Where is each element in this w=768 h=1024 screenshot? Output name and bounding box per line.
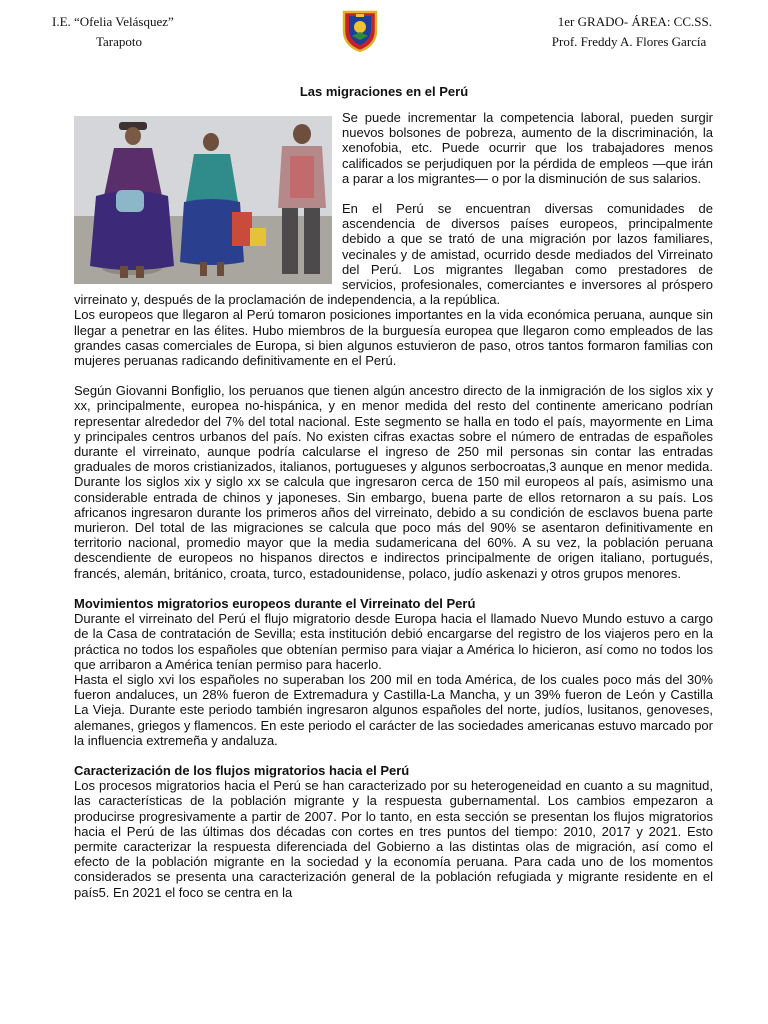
header-left [52,12,174,52]
paragraph-1: Se puede incrementar la competencia laboral, pueden surgir nuevos bolsones de pobreza, aumento de la discriminación, la xenofobia, etc. Puede ocurrir que los trabajadores menos calificados se perjudiquen por la pérdida de empleos —que irán a parar a los migrantes— o por la disminución de sus salarios. [342,110,713,186]
section-heading-2: Caracterización de los flujos migratorios hacia el Perú [74,762,410,778]
header-right [552,12,712,52]
section-heading-1: Movimientos migratorios europeos durante el Virreinato del Perú [74,595,476,611]
andean-migrants-photo [74,116,332,284]
paragraph-4: Según Giovanni Bonfiglio, los peruanos que tienen algún ancestro directo de la inmigración de los siglos xix y xx, principalmente, europea no-hispánica, y en menor medida del resto del continente americano podrían representar alrededor del 7% del total nacional. Este segmento se halla en todo el país, mayormente en Lima y principales centros urbanos del país. No existen cifras exactas sobre el número de entradas de españoles durante el virreinato, aunque podría calcularse el ingreso de 250 mil personas sin contar las entradas graduales de moros cristianizados, italianos, portugueses y algunos serbocroatas,3 aunque en menor medida. Durante los siglos xix y siglo xx se calcula que ingresaron cerca de 150 mil europeos al país, asimismo una considerable entrada de chinos y japoneses. Sin embargo, buena parte de ellos retornaron a su país. Los africanos ingresaron durante los primeros años del virreinato, debido a su condición de esclavos buena parte murieron. Del total de las migraciones se calcula que poco más del 90% se asentaron definitivamente en territorio nacional, promedio mayor que la media sudamericana del 60%. A su vez, la población peruana descendiente de europeos no hispanos directos e indirectos principalmente de origen italiano, portugués, francés, alemán, británico, croata, turco, estadounidense, polaco, judío askenazi y otros grupos menores. [74,383,713,581]
paragraph-7: Los procesos migratorios hacia el Perú se han caracterizado por su heterogeneidad en cuanto a su magnitud, las características de la población migrante y la respuesta gubernamental. Los cambios empezaron a producirse progresivamente a partir de 2007. Por lo tanto, en esta sección se presentan los flujos migratorios hacia el Perú de las últimas dos décadas con cortes en tres puntos del tiempo: 2010, 2017 y 2021. Esto permite caracterizar la respuesta diferenciada del Gobierno a las distintas olas de migración, así como el efecto de la población migrante en la sociedad y la economía peruana. Para cada uno de los momentos considerados se presenta una caracterización general de la población refugiada y migrante residente en el país5. En 2021 el foco se centra en la [74,778,713,900]
school-name: I.E. “Ofelia Velásquez” [52,14,174,29]
grade-area: 1er GRADO- ÁREA: CC.SS. [557,14,712,29]
article-body [74,110,713,900]
paragraph-5: Durante el virreinato del Perú el flujo migratorio desde Europa hacia el llamado Nuevo Mundo estuvo a cargo de la Casa de contratación de Sevilla; esta institución debió encargarse del registro de los viajeros pero en la práctica no todos los españoles que obtenían permiso para viajar a América lo hicieron, así como no todos los que arribaron a América tenían permiso para hacerlo. [74,611,713,672]
page-title: Las migraciones en el Perú [299,84,469,99]
school-city: Tarapoto [96,34,143,49]
paragraph-3: Los europeos que llegaron al Perú tomaron posiciones importantes en la vida económica peruana, aunque sin llegar a penetrar en las élites. Hubo miembros de la burguesía europea que llegaron como empleados de las grandes casas comerciales de Europa, si bien algunos estuvieron de paso, otros tantos formaron familias con mujeres peruanas radicando definitivamente en el Perú. [74,307,713,369]
teacher-name: Prof. Freddy A. Flores García [551,34,707,49]
paragraph-2: En el Perú se encuentran diversas comunidades de ascendencia de diversos países europeos, principalmente debido a que se trató de una migración por lazos familiares, vecinales y de amistad, ocurrido desde mediados del Virreinato del Perú. Los migrantes llegaban como prestadores de servicios, profesionales, comerciantes e inversores al próspero virreinato y, después de la proclamación de independencia, a la república. [74,201,713,308]
school-crest-icon [341,9,379,53]
paragraph-6: Hasta el siglo xvi los españoles no superaban los 200 mil en toda América, de los cuales poco más del 30% fueron andaluces, un 28% fueron de Extremadura y Castilla-La Mancha, y un 39% fueron de León y Castilla La Vieja. Durante este periodo también ingresaron algunos españoles del norte, judíos, lusitanos, genoveses, alemanes, griegos y flamencos. En este periodo el carácter de las sociedades americanas estuvo marcado por la influencia extremeña y andaluza. [74,671,713,748]
